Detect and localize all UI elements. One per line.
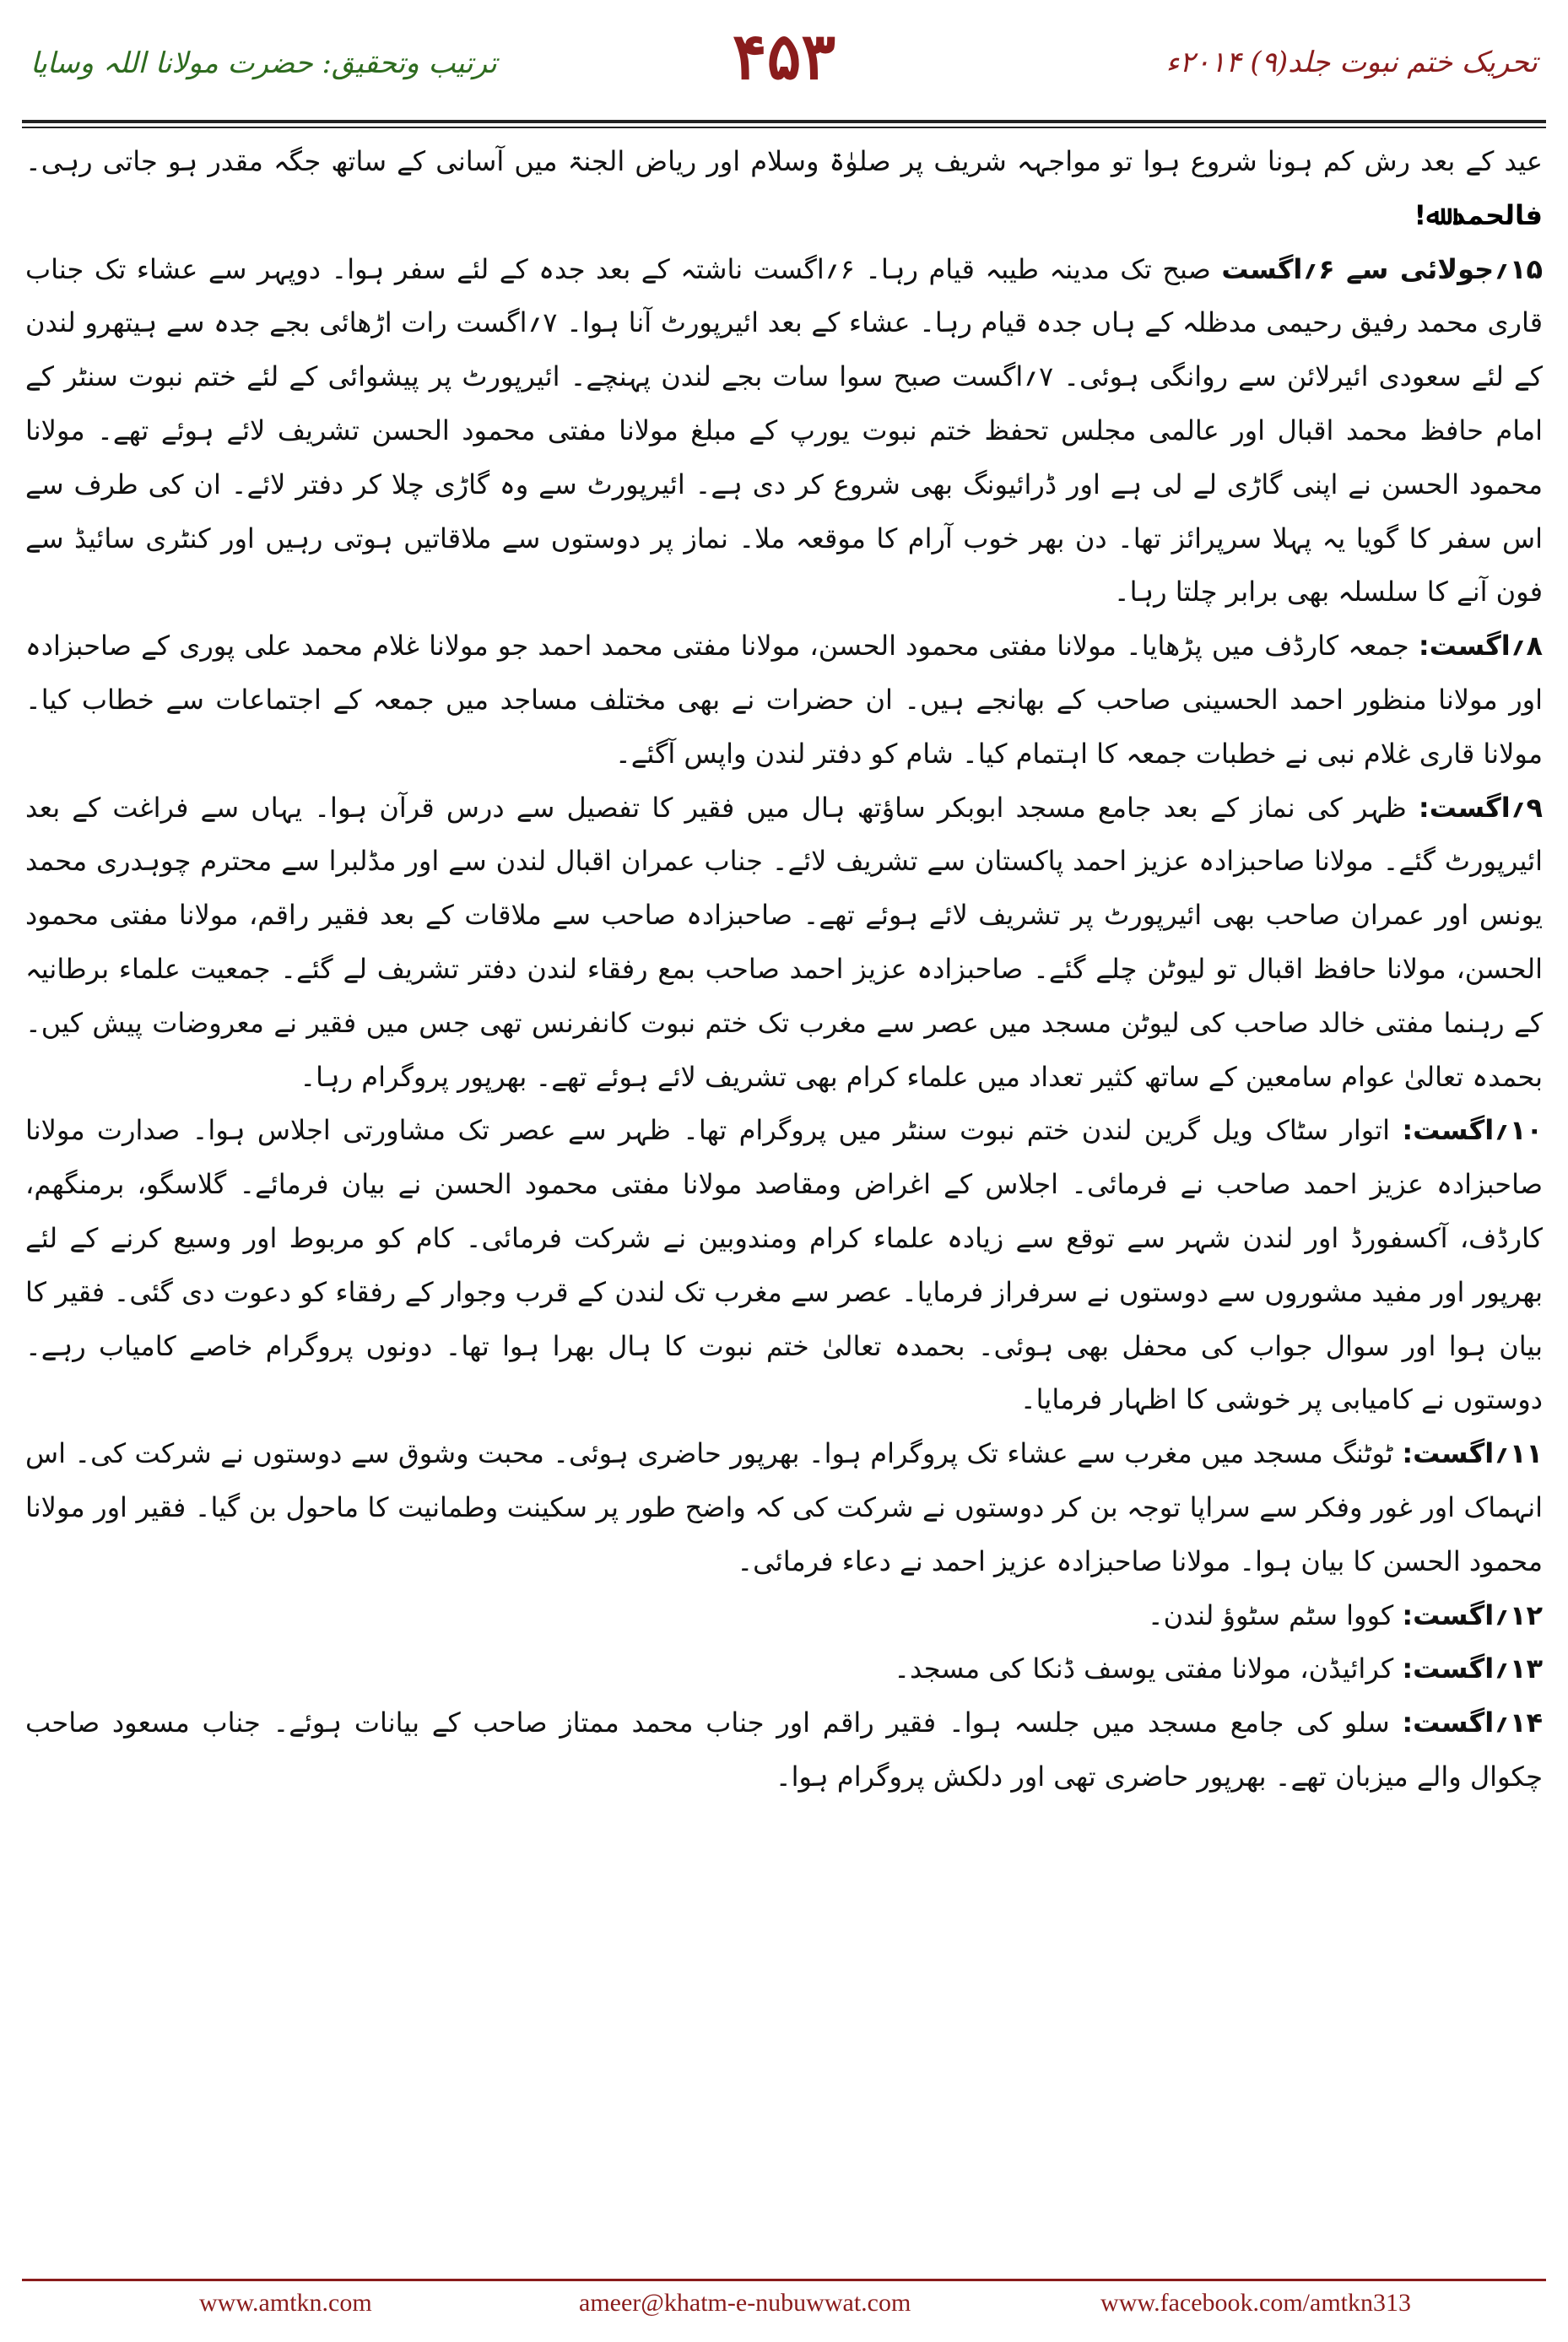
page-footer [22, 2289, 1546, 2331]
header-divider-thick [22, 120, 1546, 123]
footer-website-link[interactable]: www.amtkn.com [199, 2289, 372, 2317]
article-body [25, 135, 1543, 2228]
paragraph-text: سلو کی جامع مسجد میں جلسہ ہوا۔ فقیر راقم اور جناب محمد ممتاز صاحب کے بیانات ہوئے۔ جناب مسعود صاحب چکوال والے میزبان تھے۔ بھرپور حاضری تھی اور دلکش پروگرام ہوا۔ [25, 1706, 1543, 1793]
paragraph-date: ۸؍اگست: [1418, 630, 1543, 663]
header-book-title: تحریک ختم نبوت جلد(۹) ۲۰۱۴ء [1165, 46, 1538, 79]
page-header [22, 15, 1546, 116]
paragraph-text: اتوار سٹاک ویل گرین لندن ختم نبوت سنٹر میں پروگرام تھا۔ ظہر سے عصر تک مشاورتی اجلاس ہوا۔ صدارت مولانا صاحبزادہ عزیز احمد صاحب نے فرمائی۔ اجلاس کے اغراض ومقاصد مولانا مفتی محمود الحسن نے بیان فرمائے۔ گلاسگو، برمنگھم، کارڈف، آکسفورڈ اور لندن شہر سے توقع سے زیادہ علماء کرام ومندوبین نے شرکت فرمائی۔ کام کو مربوط اور وسیع کرنے کے لئے بھرپور اور مفید مشوروں سے دوستوں نے سرفراز فرمایا۔ عصر سے مغرب تک لندن کے قرب وجوار کے رفقاء کو دعوت دی گئی۔ فقیر کا بیان ہوا اور سوال جواب کی محفل بھی ہوئی۔ بحمدہ تعالیٰ ختم نبوت کا ہال بھرا ہوا تھا۔ دونوں پروگرام خاصے کامیاب رہے۔ دوستوں نے کامیابی پر خوشی کا اظہار فرمایا۔ [25, 1114, 1543, 1416]
paragraph-text: ٹوٹنگ مسجد میں مغرب سے عشاء تک پروگرام ہوا۔ بھرپور حاضری ہوئی۔ محبت وشوق سے دوستوں نے شرکت کی۔ اس انہماک اور غور وفکر سے سراپا توجہ بن کر دوستوں نے شرکت کی کہ واضح طور پر سکینت وطمانیت کا ماحول بن گیا۔ فقیر اور مولانا محمود الحسن کا بیان ہوا۔ مولانا صاحبزادہ عزیز احمد نے دعاء فرمائی۔ [25, 1437, 1543, 1577]
footer-facebook-link[interactable]: www.facebook.com/amtkn313 [1100, 2289, 1411, 2317]
paragraph-2 [25, 243, 1543, 620]
paragraph-text: کرائیڈن، مولانا مفتی یوسف ڈنکا کی مسجد۔ [894, 1652, 1403, 1685]
footer-email-link[interactable]: ameer@khatm-e-nubuwwat.com [579, 2289, 911, 2317]
header-divider-thin [22, 127, 1546, 128]
paragraph-text: کووا سٹم سٹوؤ لندن۔ [1147, 1598, 1403, 1631]
paragraph-5 [25, 1104, 1543, 1427]
footer-divider [22, 2279, 1546, 2281]
paragraph-date: ۹؍اگست: [1418, 791, 1543, 824]
paragraph-text: جمعہ کارڈف میں پڑھایا۔ مولانا مفتی محمود الحسن، مولانا مفتی محمد احمد جو مولانا غلام محمد علی پوری کے صاحبزادہ اور مولانا منظور احمد الحسینی صاحب کے بھانجے ہیں۔ ان حضرات نے بھی مختلف مساجد میں جمعہ کے اجتماعات سے خطاب کیا۔ مولانا قاری غلام نبی نے خطبات جمعہ کا اہتمام کیا۔ شام کو دفتر لندن واپس آگئے۔ [25, 630, 1543, 770]
paragraph-text: عید کے بعد رش کم ہونا شروع ہوا تو مواجہہ شریف پر صلوٰۃ وسلام اور ریاض الجنۃ میں آسانی کے ساتھ جگہ مقدر ہو جاتی رہی۔ [25, 145, 1543, 177]
paragraph-1 [25, 135, 1543, 243]
header-compiler: ترتیب وتحقیق: حضرت مولانا اللہ وسایا [30, 46, 497, 80]
paragraph-date: ۱۵؍جولائی سے ۶؍اگست [1221, 252, 1543, 285]
paragraph-date: ۱۳؍اگست: [1402, 1652, 1543, 1685]
paragraph-text: ظہر کی نماز کے بعد جامع مسجد ابوبکر ساؤتھ ہال میں فقیر کا تفصیل سے درس قرآن ہوا۔ یہاں سے فراغت کے بعد ائیرپورٹ گئے۔ مولانا صاحبزادہ عزیز احمد پاکستان سے تشریف لائے۔ جناب عمران اقبال لندن سے اور مڈلبرا سے محترم چوہدری محمد یونس اور عمران صاحب بھی ائیرپورٹ پر تشریف لائے ہوئے تھے۔ صاحبزادہ صاحب سے ملاقات کے بعد فقیر راقم، مولانا مفتی محمود الحسن، مولانا حافظ اقبال تو لیوٹن چلے گئے۔ صاحبزادہ عزیز احمد صاحب بمع رفقاء لندن دفتر تشریف لے گئے۔ جمعیت علماء برطانیہ کے رہنما مفتی خالد صاحب کی لیوٹن مسجد میں عصر سے مغرب تک ختم نبوت کانفرنس تھی جس میں فقیر نے معروضات پیش کیں۔ بحمدہ تعالیٰ عوام سامعین کے ساتھ کثیر تعداد میں علماء کرام بھی تشریف لائے ہوئے تھے۔ بھرپور پروگرام رہا۔ [25, 791, 1543, 1093]
paragraph-4 [25, 782, 1543, 1105]
paragraph-8 [25, 1642, 1543, 1696]
paragraph-3 [25, 619, 1543, 781]
paragraph-text: صبح تک مدینہ طیبہ قیام رہا۔ ۶؍اگست ناشتہ کے بعد جدہ کے لئے سفر ہوا۔ دوپہر سے عشاء تک جناب قاری محمد رفیق رحیمی مدظلہ کے ہاں جدہ قیام رہا۔ عشاء کے بعد ائیرپورٹ آنا ہوا۔ ۷؍اگست رات اڑھائی بجے جدہ سے ہیتھرو لندن کے لئے سعودی ائیرلائن سے روانگی ہوئی۔ ۷؍اگست صبح سوا سات بجے لندن پہنچے۔ ائیرپورٹ پر پیشوائی کے لئے ختم نبوت سنٹر کے امام حافظ محمد اقبال اور عالمی مجلس تحفظ ختم نبوت یورپ کے مبلغ مولانا مفتی محمود الحسن تشریف لائے ہوئے تھے۔ مولانا محمود الحسن نے اپنی گاڑی لے لی ہے اور ڈرائیونگ بھی شروع کر دی ہے۔ ائیرپورٹ سے وہ گاڑی چلا کر دفتر لائے۔ ان کی طرف سے اس سفر کا گویا یہ پہلا سرپرائز تھا۔ دن بھر خوب آرام کا موقعہ ملا۔ نماز پر دوستوں سے ملاقاتیں ہوتی رہیں اور کنٹری سائیڈ سے فون آنے کا سلسلہ بھی برابر چلتا رہا۔ [25, 252, 1543, 608]
page-number: ۴۵۳ [732, 19, 836, 94]
paragraph-date: ۱۰؍اگست: [1402, 1114, 1543, 1147]
paragraph-date: ۱۴؍اگست: [1402, 1706, 1543, 1739]
paragraph-date: ۱۱؍اگست: [1402, 1437, 1543, 1470]
paragraph-7 [25, 1589, 1543, 1643]
paragraph-tail: فالحمد ﷲ! [1414, 198, 1543, 231]
paragraph-6 [25, 1427, 1543, 1588]
paragraph-date: ۱۲؍اگست: [1402, 1598, 1543, 1631]
paragraph-9 [25, 1696, 1543, 1804]
